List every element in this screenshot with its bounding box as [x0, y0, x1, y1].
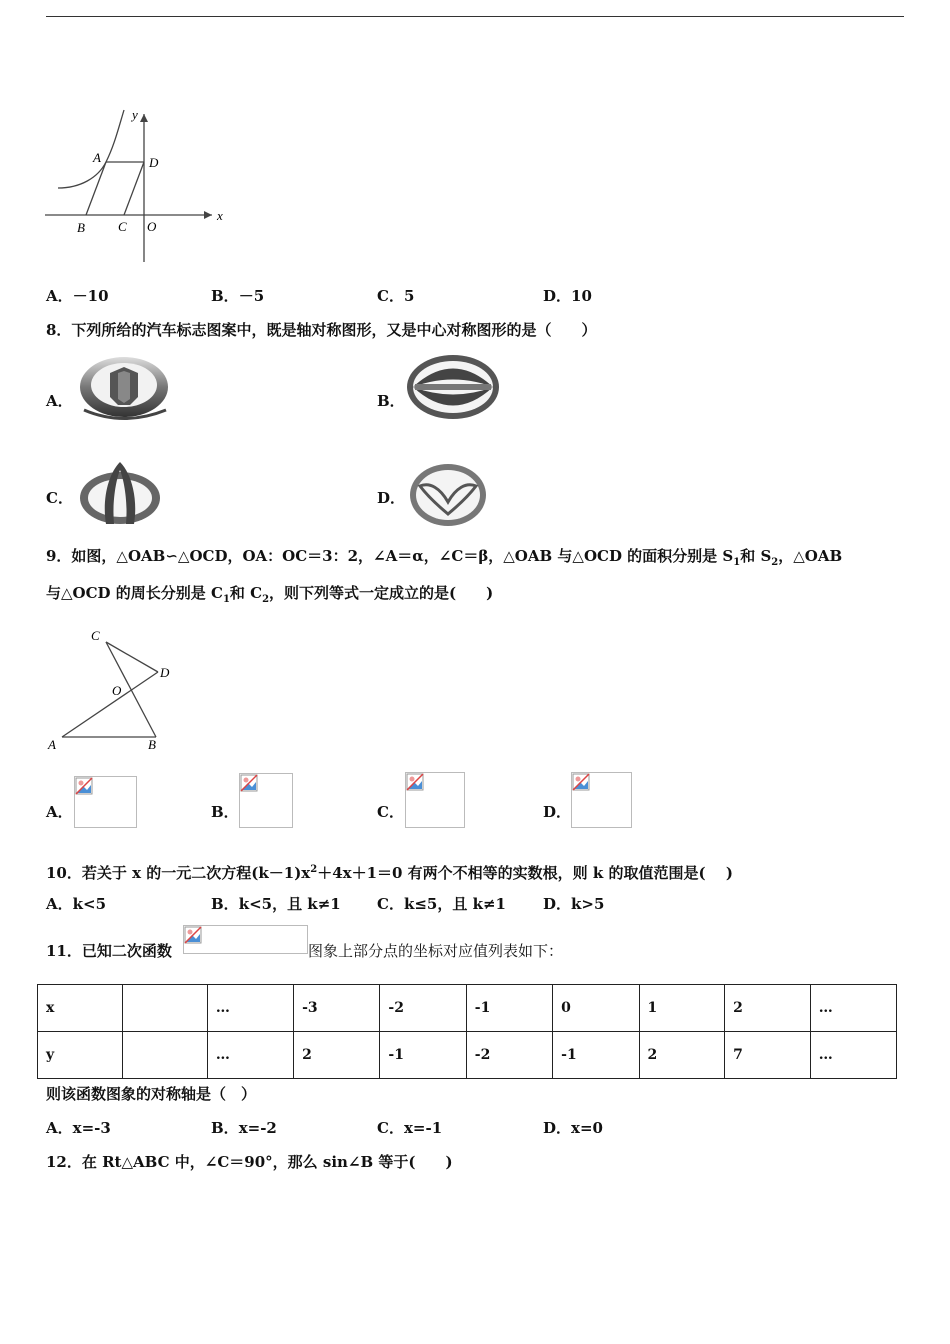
q8-option-b-label[interactable]: B．: [377, 392, 405, 410]
table-cell: 7: [725, 1032, 811, 1079]
broken-image-icon: [572, 773, 590, 791]
q9-option-a-label[interactable]: A．: [46, 803, 73, 821]
q9-option-a-image[interactable]: [74, 776, 137, 828]
table-cell: x: [38, 985, 123, 1032]
q11-function-image[interactable]: [183, 925, 308, 954]
broken-image-icon: [240, 774, 258, 792]
table-cell: y: [38, 1032, 123, 1079]
q7-option-d[interactable]: D．10: [543, 287, 592, 305]
q7-point-a: A: [93, 150, 101, 165]
q9-stem-line2: 与△OCD 的周长分别是 $C_1$和 $C_2$，则下列等式一定成立的是( ): [46, 584, 494, 605]
q9-option-b-image[interactable]: [239, 773, 293, 828]
q10-option-b[interactable]: B．k<5，且 k≠1: [211, 895, 341, 913]
q8-stem: 8．下列所给的汽车标志图案中，既是轴对称图形，又是中心对称图形的是（ ）: [46, 321, 597, 339]
broken-image-icon: [75, 777, 93, 795]
q9-figure: [44, 622, 184, 754]
q9-point-o: O: [112, 683, 122, 698]
mazda-logo-icon[interactable]: [408, 462, 488, 528]
q9-stem-line1: 9．如图，△OAB∽△OCD，OA：OC＝3：2，∠A＝α，∠C＝β，△OAB 与△OCD 的面积分别是 $S_1$和 $S_2$，△OAB: [46, 547, 843, 568]
q7-x-label: x: [217, 208, 223, 223]
q7-figure: [40, 100, 240, 270]
q9-option-c-image[interactable]: [405, 772, 465, 828]
q9-point-d: D: [160, 665, 170, 680]
q10-option-a[interactable]: A．k<5: [46, 895, 107, 913]
q12-stem: 12．在 Rt△ABC 中，∠C＝90°，那么 sin∠B 等于( ): [46, 1153, 453, 1171]
table-cell: 0: [553, 985, 639, 1032]
table-cell: [123, 1032, 207, 1079]
table-cell: 1: [639, 985, 725, 1032]
q7-y-label: y: [132, 107, 138, 122]
q9-option-b-label[interactable]: B．: [211, 803, 239, 821]
q9-point-c: C: [91, 628, 100, 643]
q9-option-c-label[interactable]: C．: [377, 803, 404, 821]
table-cell: 2: [725, 985, 811, 1032]
q8-option-a-label[interactable]: A．: [46, 392, 73, 410]
q9-point-a: A: [48, 737, 56, 752]
q7-point-b: B: [77, 220, 85, 235]
great-wall-logo-icon[interactable]: [78, 355, 174, 421]
broken-image-icon: [184, 926, 202, 944]
q10-option-c[interactable]: C．k≤5，且 k≠1: [377, 895, 506, 913]
table-cell: -1: [466, 985, 552, 1032]
q10-stem: 10．若关于 x 的一元二次方程$(k-1)x^2+4x+1=0$ 有两个不相等的实数根，则 k 的取值范围是( ): [46, 864, 733, 882]
table-cell: -2: [466, 1032, 552, 1079]
table-cell: …: [207, 985, 293, 1032]
changan-logo-icon[interactable]: [78, 460, 162, 528]
q11-stem-part1: 11．已知二次函数: [46, 942, 172, 960]
q11-value-table: [37, 984, 897, 1079]
q7-point-c: C: [118, 219, 127, 234]
table-row-y: [38, 1032, 897, 1079]
q11-option-c[interactable]: C．x=-1: [377, 1119, 443, 1137]
table-cell: 2: [294, 1032, 380, 1079]
q9-option-d-image[interactable]: [571, 772, 632, 828]
q9-option-d-label[interactable]: D．: [543, 803, 572, 821]
table-cell: -1: [553, 1032, 639, 1079]
table-cell: …: [810, 1032, 896, 1079]
hino-logo-icon[interactable]: [405, 352, 501, 422]
table-cell: …: [810, 985, 896, 1032]
q7-point-o: O: [147, 219, 157, 234]
q11-option-d[interactable]: D．x=0: [543, 1119, 603, 1137]
q7-option-b[interactable]: B．－5: [211, 287, 265, 305]
table-row-x: [38, 985, 897, 1032]
table-cell: [123, 985, 207, 1032]
q8-option-d-label[interactable]: D．: [377, 489, 406, 507]
q7-option-a[interactable]: A．－10: [46, 287, 109, 305]
q7-point-d: D: [149, 155, 159, 170]
q11-follow-question: 则该函数图象的对称轴是（ ）: [46, 1085, 257, 1103]
q7-option-c[interactable]: C．5: [377, 287, 415, 305]
broken-image-icon: [406, 773, 424, 791]
table-cell: -3: [294, 985, 380, 1032]
q11-stem-part2: 图象上部分点的坐标对应值列表如下：: [308, 942, 564, 960]
table-cell: 2: [639, 1032, 725, 1079]
q11-option-b[interactable]: B．x=-2: [211, 1119, 277, 1137]
table-cell: -1: [380, 1032, 466, 1079]
q8-option-c-label[interactable]: C．: [46, 489, 73, 507]
table-cell: -2: [380, 985, 466, 1032]
page-top-rule: [46, 16, 904, 17]
q11-option-a[interactable]: A．x=-3: [46, 1119, 111, 1137]
table-cell: …: [207, 1032, 293, 1079]
q9-point-b: B: [148, 737, 156, 752]
q10-option-d[interactable]: D．k>5: [543, 895, 605, 913]
